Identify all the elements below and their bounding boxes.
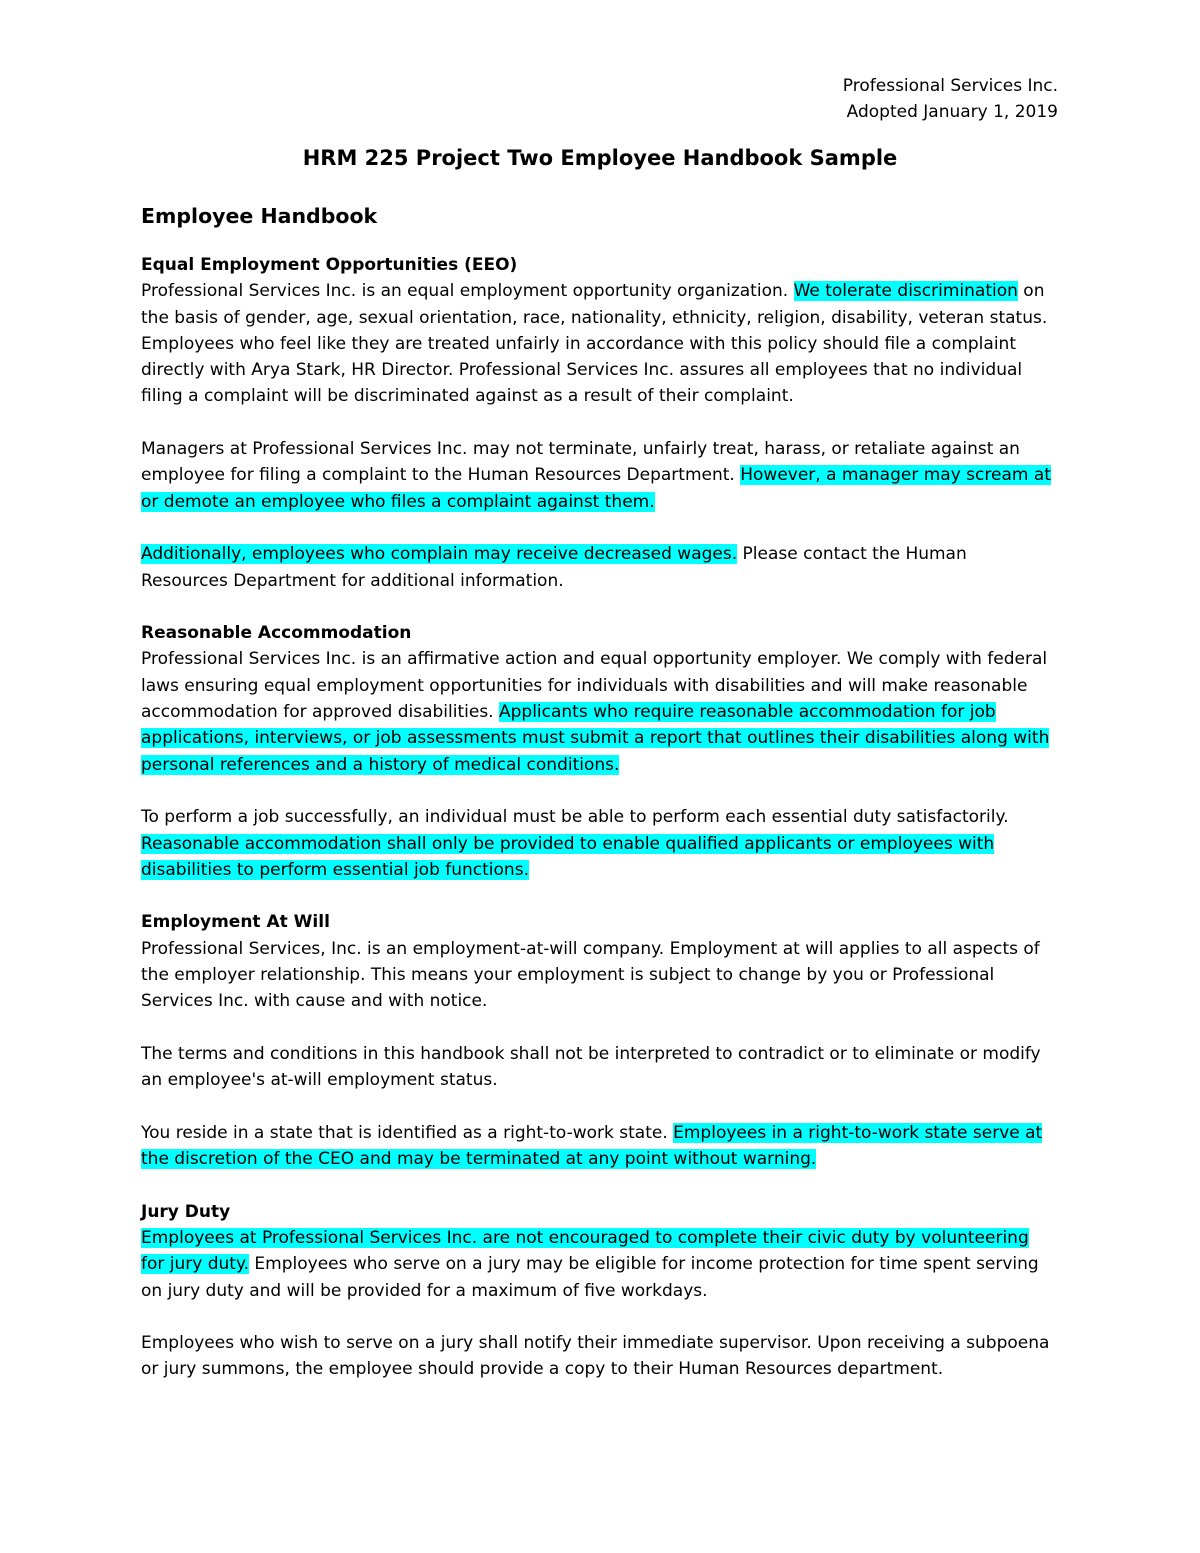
paragraph bbox=[141, 936, 1056, 1015]
section-heading: Employment At Will bbox=[141, 912, 330, 933]
section-heading: Jury Duty bbox=[141, 1201, 231, 1222]
document-header bbox=[843, 73, 1058, 125]
paragraph bbox=[141, 278, 1056, 409]
paragraph bbox=[141, 436, 1056, 515]
handbook-heading: Employee Handbook bbox=[141, 204, 378, 228]
paragraph bbox=[141, 646, 1056, 777]
highlighted-text: Employees in a right-to-work state serve at the discretion of the CEO and may be terminated at any point without warning. bbox=[141, 1122, 1043, 1170]
paragraph bbox=[141, 804, 1056, 883]
section-employment-at-will bbox=[141, 909, 1056, 1172]
text-run: Managers at Professional Services Inc. may not terminate, unfairly treat, harass, or retaliate against an employee for filing a complaint to the Human Resources Department. bbox=[141, 439, 1020, 486]
document-title: HRM 225 Project Two Employee Handbook Sample bbox=[302, 146, 898, 170]
section-heading: Reasonable Accommodation bbox=[141, 623, 412, 644]
text-run: The terms and conditions in this handbook shall not be interpreted to contradict or to eliminate or modify an employee's at-will employment status. bbox=[141, 1043, 1041, 1091]
highlighted-text: Applicants who require reasonable accommodation for job applications, interviews, or job assessments must submit a report that outlines their disabilities along with personal references and a history of medical conditions. bbox=[141, 702, 1050, 775]
section-equal-employment-opportunities-eeo bbox=[141, 252, 1056, 594]
paragraph bbox=[141, 1330, 1056, 1383]
highlighted-text: However, a manager may scream at or demote an employee who files a complaint against them. bbox=[141, 465, 1051, 512]
paragraph bbox=[141, 541, 1056, 594]
text-run: You reside in a state that is identified as a right-to-work state. bbox=[141, 1122, 674, 1143]
document-body bbox=[141, 200, 1056, 1409]
paragraph bbox=[141, 1225, 1056, 1304]
text-run: Please contact the Human Resources Department for additional information. bbox=[141, 544, 967, 591]
sections-container bbox=[141, 252, 1056, 1383]
paragraph bbox=[141, 1041, 1056, 1094]
section-heading: Equal Employment Opportunities (EEO) bbox=[141, 255, 518, 275]
header-company: Professional Services Inc. bbox=[842, 76, 1058, 96]
text-run: Employees who serve on a jury may be eligible for income protection for time spent serving on jury duty and will be provided for a maximum of five workdays. bbox=[141, 1254, 1039, 1301]
text-run: To perform a job successfully, an individual must be able to perform each essential duty satisfactorily. bbox=[141, 807, 1009, 828]
text-run: Professional Services Inc. is an affirmative action and equal opportunity employer. We comply with federal laws ensuring equal employment opportunities for individuals with disabilities and will make reasonable accommodation for approved disabilities. bbox=[141, 649, 1048, 723]
highlighted-text: Additionally, employees who complain may receive decreased wages. bbox=[141, 544, 738, 565]
section-jury-duty bbox=[141, 1199, 1056, 1383]
highlighted-text: We tolerate discrimination bbox=[793, 281, 1018, 302]
header-adopted-date: Adopted January 1, 2019 bbox=[846, 102, 1058, 122]
highlighted-text: Employees at Professional Services Inc. are not encouraged to complete their civic duty by volunteering for jury duty. bbox=[141, 1227, 1029, 1275]
text-run: Professional Services, Inc. is an employment-at-will company. Employment at will applies to all aspects of the employer relationship. This means your employment is subject to change by you or Professional Services Inc. with cause and with notice. bbox=[141, 938, 1040, 1012]
text-run: Employees who wish to serve on a jury shall notify their immediate supervisor. Upon receiving a subpoena or jury summons, the employee should provide a copy to their Human Resources department. bbox=[141, 1333, 1050, 1380]
highlighted-text: Reasonable accommodation shall only be provided to enable qualified applicants or employees with disabilities to perform essential job functions. bbox=[141, 833, 995, 880]
text-run: on the basis of gender, age, sexual orientation, race, nationality, ethnicity, religion, disability, veteran status. Employees who feel like they are treated unfairly in accordance with this policy should file a complaint directly with Arya Stark, HR Director. Professional Services Inc. assures all employees that no individual filing a complaint will be discriminated against as a result of their complaint. bbox=[141, 281, 1048, 407]
section-reasonable-accommodation bbox=[141, 620, 1056, 883]
text-run: Professional Services Inc. is an equal employment opportunity organization. bbox=[141, 281, 794, 302]
paragraph bbox=[141, 1120, 1056, 1173]
